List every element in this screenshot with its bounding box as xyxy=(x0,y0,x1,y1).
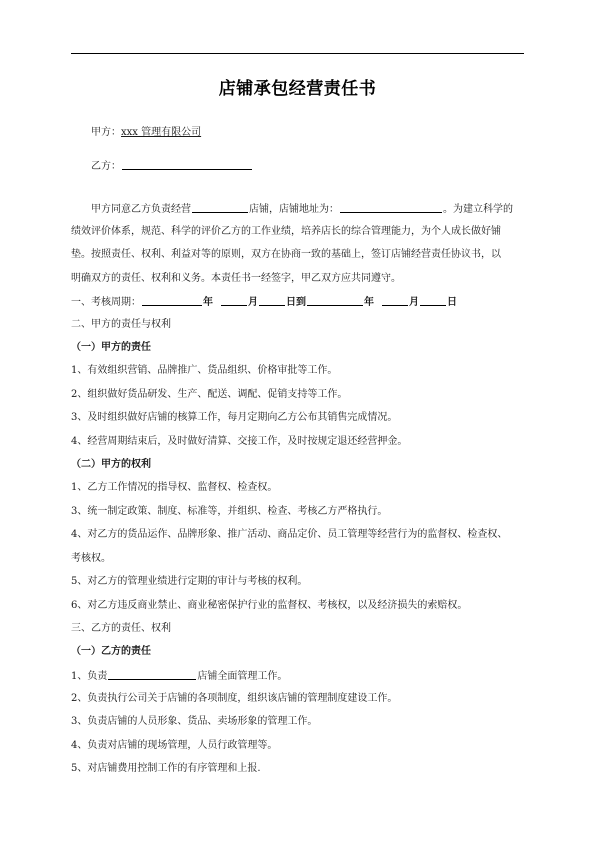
intro-text-1: 甲方同意乙方负责经营 xyxy=(91,204,191,215)
party-b-label: 乙方： xyxy=(91,161,121,172)
end-day-label: 日 xyxy=(447,297,457,308)
end-month-label: 月 xyxy=(409,297,419,308)
list-item: 4、对乙方的货品运作、品牌形象、推广活动、商品定价、员工管理等经营行为的监督权、检查权、 xyxy=(71,529,508,540)
day-to-label: 日到 xyxy=(286,297,306,308)
start-year-blank[interactable] xyxy=(142,294,202,306)
section-3-heading: 三、乙方的责任、权利 xyxy=(71,623,171,634)
end-year-label: 年 xyxy=(364,297,374,308)
period-label: 一、考核周期： xyxy=(71,297,141,308)
document-title: 店铺承包经营责任书 xyxy=(218,79,377,99)
store-name-blank[interactable] xyxy=(192,201,248,213)
b-resp-1-prefix: 1、负责 xyxy=(71,671,108,682)
list-item: 4、负责对店铺的现场管理，人员行政管理等。 xyxy=(71,740,278,751)
b-resp-1-suffix: 店铺全面管理工作。 xyxy=(197,671,288,682)
list-item: 考核权。 xyxy=(71,553,111,564)
period-line xyxy=(71,294,531,310)
intro-line-4: 明确双方的责任、权利和义务。本责任书一经签字，甲乙双方应共同遵守。 xyxy=(71,273,401,284)
party-a-label: 甲方： xyxy=(91,127,121,138)
sub-a-resp-heading: （一）甲方的责任 xyxy=(71,342,151,353)
intro-line-3: 垫。按照责任、权利、利益对等的原则，双方在协商一致的基础上，签订店铺经营责任协议书，以 xyxy=(71,249,501,260)
intro-text-2: 店铺，店铺地址为： xyxy=(249,204,339,215)
list-item xyxy=(71,668,531,684)
party-a-line xyxy=(91,126,551,140)
intro-line-1 xyxy=(91,201,551,217)
sub-a-rights-heading: （二）甲方的权利 xyxy=(71,459,151,470)
year-label: 年 xyxy=(203,297,213,308)
list-item: 2、组织做好货品研发、生产、配送、调配、促销支持等工作。 xyxy=(71,389,348,400)
end-month-blank[interactable] xyxy=(382,294,408,306)
party-b-line xyxy=(91,158,551,174)
list-item: 6、对乙方违反商业禁止、商业秘密保护行业的监督权、考核权，以及经济损失的索赔权。 xyxy=(71,600,468,611)
store-address-blank[interactable] xyxy=(340,201,442,213)
end-day-blank[interactable] xyxy=(420,294,446,306)
list-item: 3、及时组织做好店铺的核算工作，每月定期向乙方公布其销售完成情况。 xyxy=(71,412,398,423)
list-item: 1、有效组织营销、品牌推广、货品组织、价格审批等工作。 xyxy=(71,365,338,376)
start-month-blank[interactable] xyxy=(221,294,247,306)
list-item: 5、对乙方的管理业绩进行定期的审计与考核的权利。 xyxy=(71,576,308,587)
header-rule xyxy=(71,53,524,54)
intro-line-2: 绩效评价体系，规范、科学的评价乙方的工作业绩，培养店长的综合管理能力，为个人成长做好铺 xyxy=(71,226,501,237)
intro-text-3: 。为建立科学的 xyxy=(443,204,513,215)
list-item: 3、负责店铺的人员形象、货品、卖场形象的管理工作。 xyxy=(71,716,318,727)
party-b-blank[interactable] xyxy=(122,158,252,170)
list-item: 2、负责执行公司关于店铺的各项制度，组织该店铺的管理制度建设工作。 xyxy=(71,693,398,704)
party-a-value: xxx 管理有限公司 xyxy=(121,127,202,138)
month-label: 月 xyxy=(248,297,258,308)
list-item: 5、对店铺费用控制工作的有序管理和上报. xyxy=(71,763,261,774)
sub-b-resp-heading: （一）乙方的责任 xyxy=(71,646,151,657)
start-day-blank[interactable] xyxy=(259,294,285,306)
list-item: 4、经营周期结束后，及时做好清算、交接工作，及时按规定退还经营押金。 xyxy=(71,436,408,447)
list-item: 3、统一制定政策、制度、标准等，并组织、检查、考核乙方严格执行。 xyxy=(71,506,388,517)
section-2-heading: 二、甲方的责任与权利 xyxy=(71,319,171,330)
store-blank[interactable] xyxy=(108,668,196,680)
end-year-blank[interactable] xyxy=(307,294,363,306)
list-item: 1、乙方工作情况的指导权、监督权、检查权。 xyxy=(71,482,278,493)
